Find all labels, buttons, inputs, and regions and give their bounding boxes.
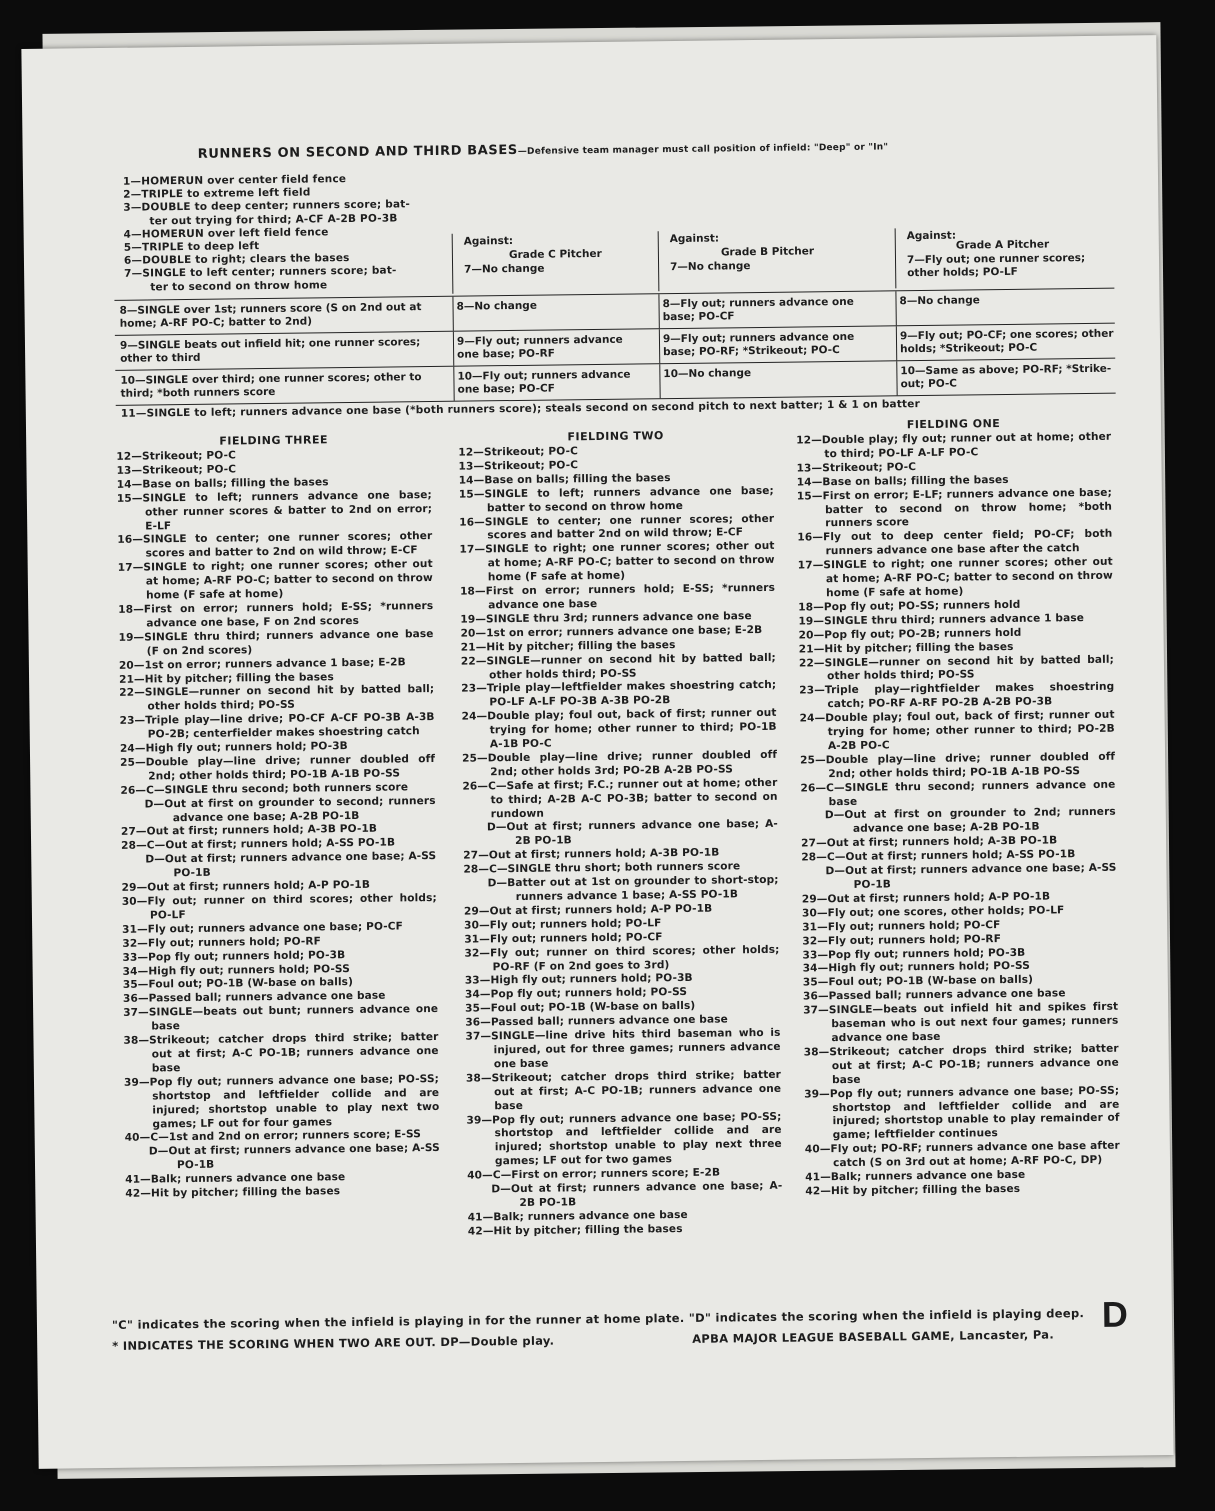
list-item: 4—HOMERUN over left field fence — [123, 226, 329, 241]
result-item: 41—Balk; runners advance one base — [805, 1168, 1026, 1184]
result-item: 38—Strikeout; catcher drops third strike; batter out at first; A-C PO-1B; runners advance one base — [465, 1068, 782, 1112]
result-item: 37—SINGLE—line drive hits third baseman who is injured, out for three games; runners advance one base — [465, 1026, 781, 1071]
result-item: 18—Pop fly out; PO-SS; runners hold — [798, 598, 1021, 614]
grade-a-result: 9—Fly out; PO-CF; one scores; other holds; *Strikeout; PO-C — [899, 327, 1114, 356]
result-item: 29—Out at first; runners hold; A-P PO-1B — [801, 890, 1051, 906]
result-item: 22—SINGLE—runner on second hit by batted ball; other holds third; PO-SS — [460, 651, 776, 681]
result-item: 28—C—Out at first; runners hold; A-SS PO-1B — [801, 848, 1076, 864]
result-item: D—Out at first; runners advance one base; A-2B PO-1B — [491, 1179, 783, 1209]
result-item: 26—C—SINGLE thru second; runners advance one base — [800, 778, 1116, 808]
grade-b-seven: 7—No change — [670, 260, 751, 274]
result-item: 31—Fly out; runners hold; PO-CF — [802, 918, 1001, 934]
card-letter: D — [1101, 1293, 1129, 1335]
result-item: 16—SINGLE to center; one runner scores; other scores and batter to 2nd on wild throw; E-CF — [117, 530, 433, 560]
result-item: 37—SINGLE—beats out bunt; runners advance one base — [123, 1003, 439, 1033]
result-item: 34—Pop fly out; runners hold; PO-SS — [464, 986, 688, 1001]
publisher-line: APBA MAJOR LEAGUE BASEBALL GAME, Lancaster, Pa. — [692, 1327, 1055, 1346]
fielding-three-column — [116, 432, 440, 1202]
result-item: 42—Hit by pitcher; filling the bases — [467, 1222, 683, 1238]
result-item: 39—Pop fly out; runners advance one base; PO-SS; shortstop and leftfielder collide and are injured; shortstop unable to play remainder of game; leftfielder continues — [804, 1084, 1120, 1142]
result-item: 13—Strikeout; PO-C — [796, 460, 917, 475]
result-item: 27—Out at first; runners hold; A-3B PO-1B — [120, 823, 378, 839]
grade-b-heading: Grade B Pitcher — [720, 245, 815, 259]
result-item: 24—Double play; foul out, back of first; runner out trying for home; other runner to third; PO-1B A-1B PO-C — [461, 707, 777, 751]
result-item: 31—Fly out; runners advance one base; PO-CF — [122, 920, 404, 936]
result-item: 35—Foul out; PO-1B (W-base on balls) — [802, 974, 1034, 989]
result-item: 12—Double play; fly out; runner out at home; other to third; PO-LF A-LF PO-C — [796, 430, 1112, 461]
result-item: 12—Strikeout; PO-C — [116, 449, 237, 463]
result-item: D—Out at first on grounder to 2nd; runners advance one base; A-2B PO-1B — [824, 806, 1116, 836]
result-item: 15—SINGLE to left; runners advance one base; batter to second on throw home — [458, 484, 774, 514]
result-item: 34—High fly out; runners hold; PO-SS — [122, 962, 350, 978]
result-item: D—Out at first; runners advance one base; A-SS PO-1B — [825, 861, 1117, 891]
result-item: 32—Fly out; runners hold; PO-RF — [122, 935, 322, 950]
result-item: 42—Hit by pitcher; filling the bases — [125, 1185, 341, 1200]
result-item: 15—First on error; E-LF; runners advance one base; batter to second on throw home; *both runners score — [796, 486, 1113, 530]
pitcher-header — [114, 226, 1115, 298]
result-item: 20—1st on error; runners advance one base; E-2B — [460, 623, 763, 640]
column-divider — [895, 291, 896, 325]
column-divider — [895, 228, 897, 288]
grade-b-against: Against: — [669, 232, 720, 246]
result-item: 18—First on error; runners hold; E-SS; *runners advance one base, F on 2nd scores — [118, 599, 434, 630]
result-item: 21—Hit by pitcher; filling the bases — [119, 670, 334, 686]
result-item: 21—Hit by pitcher; filling the bases — [798, 640, 1014, 656]
result-item: 41—Balk; runners advance one base — [467, 1208, 688, 1224]
result-item: 13—Strikeout; PO-C — [116, 463, 237, 477]
list-item: 3—DOUBLE to deep center; runners score; bat- — [123, 198, 411, 215]
title-subtitle: —Defensive team manager must call position of infield: "Deep" or "In" — [517, 142, 889, 157]
column-divider — [896, 326, 897, 360]
result-item: 14—Base on balls; filling the bases — [458, 471, 671, 487]
grade-b-result: 10—No change — [663, 367, 752, 381]
result-item: 32—Fly out; runners hold; PO-RF — [802, 932, 1002, 948]
result-item: 33—Pop fly out; runners hold; PO-3B — [802, 946, 1026, 962]
grade-c-result: 10—Fly out; runners advance one base; PO-CF — [457, 368, 631, 396]
card-title — [198, 136, 1118, 162]
column-heading: FIELDING THREE — [219, 433, 329, 448]
two-out-note: * INDICATES THE SCORING WHEN TWO ARE OUT. DP—Double play. — [112, 1333, 555, 1353]
result-item: 29—Out at first; runners hold; A-P PO-1B — [121, 878, 371, 894]
grade-c-against: Against: — [463, 234, 514, 248]
result-item: 39—Pop fly out; runners advance one base; PO-SS; shortstop and leftfielder collide and are injured; shortstop unable to play next three games; LF out for two games — [466, 1110, 782, 1168]
result-item: 21—Hit by pitcher; filling the bases — [460, 638, 676, 654]
result-item: 12—Strikeout; PO-C — [458, 445, 578, 459]
result-item: 35—Foul out; PO-1B (W-base on balls) — [122, 976, 354, 992]
grade-c-result: 8—No change — [456, 299, 537, 313]
column-divider — [658, 231, 660, 291]
result-list — [796, 431, 1120, 1200]
base-result: 10—SINGLE over third; one runner scores; other to third; *both runners score — [120, 371, 422, 400]
result-item: 40—Fly out; PO-RF; runners advance one base after catch (S on 3rd out at home; A-RF PO-C, DP) — [804, 1139, 1120, 1170]
grade-c-seven: 7—No change — [464, 262, 545, 276]
result-list — [116, 447, 440, 1202]
footer-legend: "C" indicates the scoring when the infield is playing in for the runner at home plate. "D" indicates the scoring when the infield is playing deep. — [111, 1306, 1085, 1332]
result-item: 23—Triple play—line drive; PO-CF A-CF PO-3B A-3B PO-2B; centerfielder makes shoestring catch — [119, 711, 435, 741]
result-item: 27—Out at first; runners hold; A-3B PO-1B — [463, 846, 720, 862]
grade-a-seven: 7—Fly out; one runner scores; other holds; PO-LF — [906, 252, 1086, 280]
result-item: 36—Passed ball; runners advance one base — [802, 987, 1066, 1003]
column-divider — [658, 294, 659, 328]
result-item: 22—SINGLE—runner on second hit by batted ball; other holds third; PO-SS — [119, 683, 435, 713]
result-item: 38—Strikeout; catcher drops third strike; batter out at first; A-C PO-1B; runners advance one base — [123, 1031, 439, 1075]
grade-c-heading: Grade C Pitcher — [508, 247, 602, 262]
column-divider — [452, 234, 454, 294]
list-item: ter to second on throw home — [150, 278, 328, 294]
column-divider — [453, 367, 454, 401]
result-item: 14—Base on balls; filling the bases — [116, 476, 329, 491]
base-result: 9—SINGLE beats out infield hit; one runner scores; other to third — [119, 336, 421, 365]
result-item: 23—Triple play—rightfielder makes shoestring catch; PO-RF A-RF PO-2B A-2B PO-3B — [799, 680, 1115, 711]
list-item: 6—DOUBLE to right; clears the bases — [123, 252, 350, 267]
column-divider — [659, 364, 660, 398]
list-item: 5—TRIPLE to deep left — [123, 240, 260, 254]
base-result: 8—SINGLE over 1st; runners score (S on 2nd out at home; A-RF PO-C; batter to 2nd) — [119, 301, 422, 330]
result-item: 26—C—Safe at first; F.C.; runner out at home; other to third; A-2B A-C PO-3B; batter to second on rundown — [462, 776, 778, 820]
result-item: 16—SINGLE to center; one runner scores; other scores and batter 2nd on wild throw; E-CF — [459, 512, 775, 542]
result-item: D—Out at first; runners advance one base; A-SS PO-1B — [145, 850, 437, 880]
title-main: RUNNERS ON SECOND AND THIRD BASES — [197, 142, 518, 162]
result-item: 16—Fly out to deep center field; PO-CF; both runners advance one base after the catch — [797, 528, 1113, 558]
grade-b-result: 8—Fly out; runners advance one base; PO-CF — [662, 295, 854, 324]
result-item: 14—Base on balls; filling the bases — [796, 473, 1009, 489]
list-item: 1—HOMERUN over center field fence — [122, 173, 347, 188]
result-item: D—Out at first on grounder to second; runners advance one base; A-2B PO-1B — [144, 794, 436, 824]
result-item: 20—1st on error; runners advance 1 base; E-2B — [118, 655, 406, 672]
result-item: 20—Pop fly out; PO-2B; runners hold — [798, 626, 1022, 642]
result-item: 42—Hit by pitcher; filling the bases — [805, 1182, 1021, 1198]
result-item: 15—SINGLE to left; runners advance one base; other runner scores & batter to 2nd on error; E-LF — [116, 488, 433, 533]
result-item: 24—Double play; foul out, back of first; runner out trying for home; other runner to third; PO-2B A-2B PO-C — [799, 708, 1115, 753]
result-item: 13—Strikeout; PO-C — [458, 459, 579, 473]
result-item: 24—High fly out; runners hold; PO-3B — [119, 740, 348, 755]
result-item: 17—SINGLE to right; one runner scores; other out at home; A-RF PO-C; batter to second on throw home (F safe at home) — [117, 558, 433, 602]
result-item: 28—C—SINGLE thru short; both runners score — [463, 860, 741, 876]
result-item: 40—C—First on error; runners score; E-2B — [467, 1166, 721, 1182]
result-item: 25—Double play—line drive; runner doubled off 2nd; other holds third; PO-1B A-1B PO-SS — [800, 750, 1116, 780]
result-item: 31—Fly out; runners hold; PO-CF — [464, 930, 663, 946]
list-item: 7—SINGLE to left center; runners score; bat- — [124, 264, 397, 281]
grade-a-heading: Grade A Pitcher — [955, 238, 1050, 252]
result-item: 30—Fly out; one scores, other holds; PO-LF — [801, 904, 1065, 920]
result-item: 23—Triple play—leftfielder makes shoestring catch; PO-LF A-LF PO-3B A-3B PO-2B — [461, 679, 777, 709]
column-heading: FIELDING ONE — [906, 417, 1001, 432]
result-list — [458, 443, 783, 1239]
result-item: D—Out at first; runners advance one base; A-2B PO-1B — [486, 818, 778, 848]
result-item: 19—SINGLE thru third; runners advance one base (F on 2nd scores) — [118, 627, 434, 658]
result-item: 17—SINGLE to right; one runner scores; other out at home; A-RF PO-C; batter to second on throw home (F safe at home) — [797, 555, 1113, 600]
result-item: 26—C—SINGLE thru second; both runners score — [120, 781, 409, 797]
result-item: 22—SINGLE—runner on second hit by batted ball; other holds third; PO-SS — [798, 653, 1114, 683]
column-divider — [453, 332, 454, 366]
result-item: 25—Double play—line drive; runner doubled off 2nd; other holds 3rd; PO-2B A-2B PO-SS — [461, 748, 778, 779]
grade-a-against: Against: — [906, 229, 957, 243]
result-item: 38—Strikeout; catcher drops third strike; batter out at first; A-C PO-1B; runners advance one base — [803, 1042, 1119, 1086]
list-item: 2—TRIPLE to extreme left field — [123, 186, 311, 201]
column-divider — [659, 329, 660, 363]
result-item: 28—C—Out at first; runners hold; A-SS PO-1B — [121, 836, 396, 853]
footer-notes — [112, 1327, 1055, 1353]
result-item: 37—SINGLE—beats out infield hit and spikes first baseman who is out next four games; runners advance one base — [803, 1000, 1119, 1045]
column-heading: FIELDING TWO — [567, 429, 664, 444]
grade-a-result: 10—Same as above; PO-RF; *Strike-out; PO-C — [900, 362, 1112, 391]
result-item: 40—C—1st and 2nd on error; runners score; E-SS — [124, 1128, 422, 1145]
list-item: ter out trying for third; A-CF A-2B PO-3B — [149, 212, 398, 228]
result-item: 34—High fly out; runners hold; PO-SS — [802, 960, 1030, 975]
grade-b-result: 9—Fly out; runners advance one base; PO-RF; *Strikeout; PO-C — [662, 330, 855, 359]
result-item: 35—Foul out; PO-1B (W-base on balls) — [465, 1000, 696, 1015]
game-card — [21, 35, 1173, 1469]
fielding-two-column — [458, 428, 783, 1239]
result-item: D—Out at first; runners advance one base; A-SS PO-1B — [148, 1142, 440, 1172]
result-item: 30—Fly out; runner on third scores; other holds; PO-LF — [121, 891, 437, 922]
fielding-one-column — [796, 416, 1121, 1200]
result-item: D—Batter out at 1st on grounder to short-stop; runners advance 1 base; A-SS PO-1B — [487, 873, 779, 904]
result-item: 30—Fly out; runners hold; PO-LF — [464, 917, 662, 932]
result-item: 19—SINGLE thru third; runners advance 1 base — [798, 611, 1085, 628]
result-item: 32—Fly out; runner on third scores; other holds; PO-RF (F on 2nd goes to 3rd) — [464, 943, 780, 973]
result-item: 19—SINGLE thru 3rd; runners advance one base — [460, 609, 752, 626]
result-item: 29—Out at first; runners hold; A-P PO-1B — [463, 902, 713, 918]
column-divider — [896, 361, 897, 395]
result-item: 36—Passed ball; runners advance one base — [465, 1013, 728, 1029]
grade-c-result: 9—Fly out; runners advance one base; PO-RF — [456, 333, 623, 361]
result-item: 41—Balk; runners advance one base — [125, 1171, 346, 1186]
result-item: 17—SINGLE to right; one runner scores; other out at home; A-RF PO-C; batter to second on throw home (F safe at home) — [459, 540, 775, 584]
result-item: 25—Double play—line drive; runner doubled off 2nd; other holds third; PO-1B A-1B PO-SS — [120, 752, 436, 783]
result-item: 36—Passed ball; runners advance one base — [122, 989, 386, 1006]
grade-a-result: 8—No change — [899, 294, 980, 308]
result-item: 27—Out at first; runners hold; A-3B PO-1B — [801, 834, 1058, 850]
result-item: 39—Pop fly out; runners advance one base; PO-SS; shortstop and leftfielder collide and are injured; shortstop unable to play next two games; LF out for four games — [123, 1072, 440, 1130]
column-divider — [452, 297, 453, 331]
result-item: 33—High fly out; runners hold; PO-3B — [464, 972, 693, 988]
result-item: 33—Pop fly out; runners hold; PO-3B — [122, 948, 346, 964]
result-11-note: 11—SINGLE to left; runners advance one base (*both runners score); steals second on second pitch to next batter; 1 & 1 on batter — [120, 398, 921, 420]
result-item: 18—First on error; runners hold; E-SS; *runners advance one base — [459, 581, 776, 612]
